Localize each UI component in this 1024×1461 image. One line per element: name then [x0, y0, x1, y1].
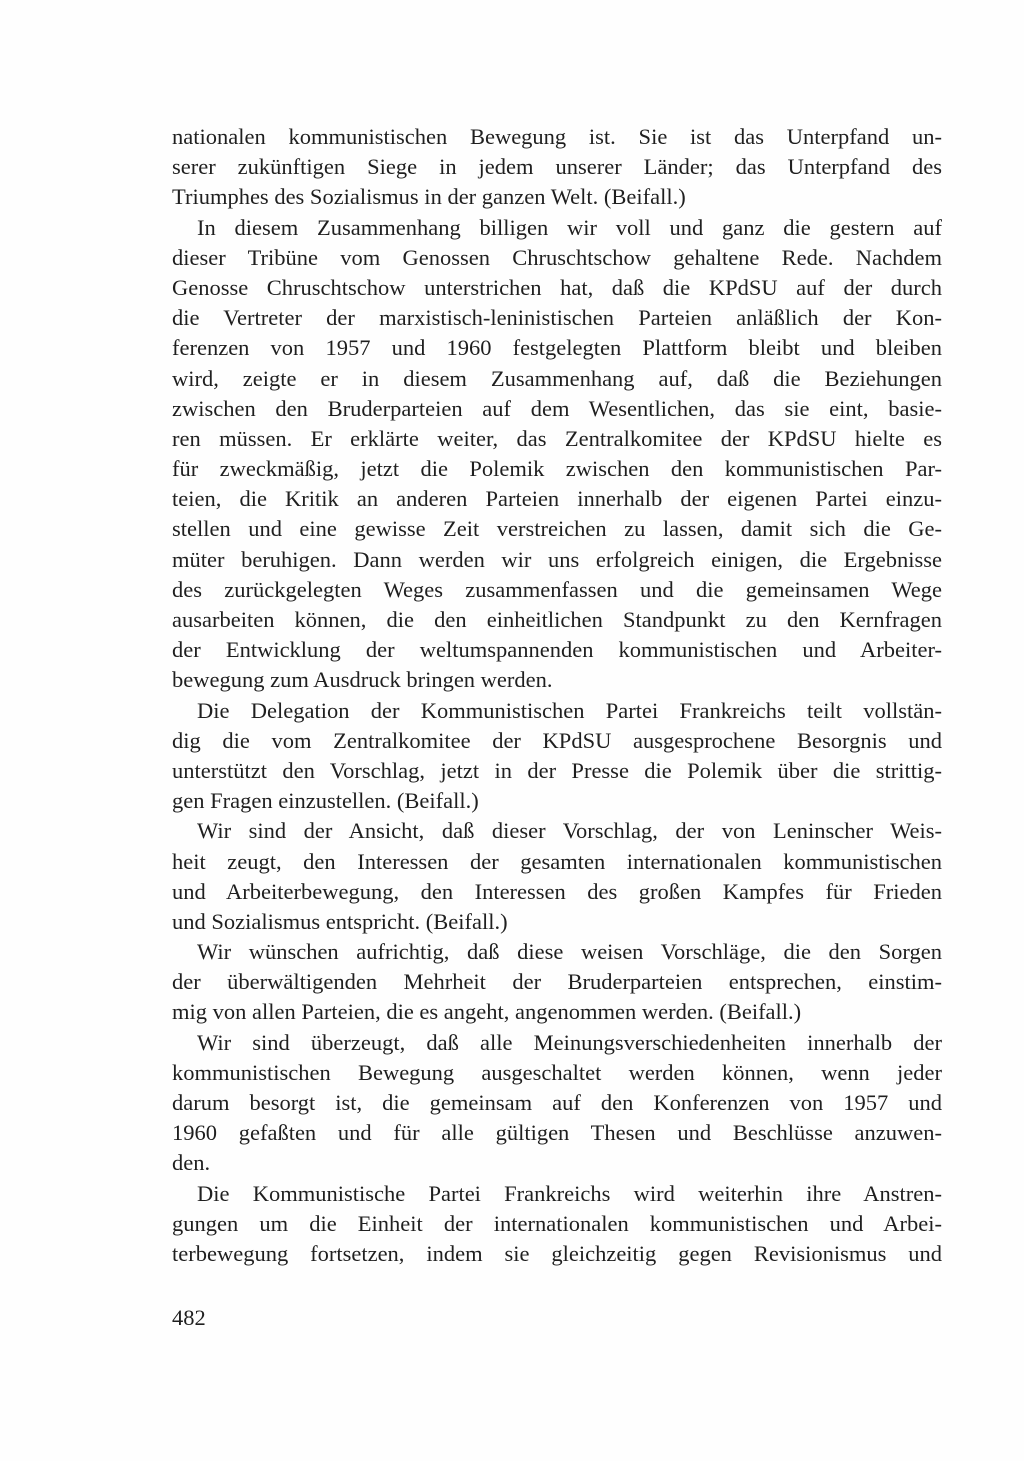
- paragraph: [172, 1028, 942, 1179]
- paragraph: [172, 122, 942, 213]
- text-line: 1960 gefaßten und für alle gültigen Thesen und Beschlüsse anzuwen-: [172, 1120, 942, 1146]
- paragraph: [172, 696, 942, 817]
- text-line: nationalen kommunistischen Bewegung ist. Sie ist das Unterpfand un-: [172, 124, 942, 149]
- text-line: kommunistischen Bewegung ausgeschaltet werden können, wenn jeder: [172, 1059, 942, 1085]
- text-line: gungen um die Einheit der internationalen kommunistischen und Arbei-: [172, 1210, 942, 1236]
- text-line: dieser Tribüne vom Genossen Chruschtschow gehaltene Rede. Nachdem: [172, 244, 942, 270]
- paragraph: [172, 816, 942, 937]
- text-line: serer zukünftigen Siege in jedem unserer Länder; das Unterpfand des: [172, 154, 942, 180]
- text-line: Die Kommunistische Partei Frankreichs wird weiterhin ihre Anstren-: [197, 1180, 942, 1206]
- text-line: gen Fragen einzustellen. (Beifall.): [172, 788, 479, 814]
- text-line: mig von allen Parteien, die es angeht, angenommen werden. (Beifall.): [172, 999, 802, 1025]
- text-line: dig die vom Zentralkomitee der KPdSU ausgesprochene Besorgnis und: [172, 727, 942, 753]
- page-number: 482: [172, 1305, 206, 1330]
- text-line: Genosse Chruschtschow unterstrichen hat, daß die KPdSU auf der durch: [172, 274, 942, 300]
- paragraph: [172, 213, 942, 696]
- text-line: zwischen den Bruderparteien auf dem Wesentlichen, das sie eint, basie-: [172, 395, 942, 421]
- text-line: wird, zeigte er in diesem Zusammenhang auf, daß die Beziehungen: [172, 365, 942, 391]
- text-line: und Sozialismus entspricht. (Beifall.): [172, 908, 508, 934]
- text-line: unterstützt den Vorschlag, jetzt in der Presse die Polemik über die strittig-: [172, 757, 942, 783]
- text-line: die Vertreter der marxistisch-leninistischen Parteien anläßlich der Kon-: [172, 305, 942, 331]
- text-line: des zurückgelegten Weges zusammenfassen und die gemeinsamen Wege: [172, 576, 942, 602]
- text-line: darum besorgt ist, die gemeinsam auf den Konferenzen von 1957 und: [172, 1090, 942, 1115]
- text-line: ausarbeiten können, die den einheitlichen Standpunkt zu den Kernfragen: [172, 607, 942, 632]
- text-line: und Arbeiterbewegung, den Interessen des großen Kampfes für Frieden: [172, 878, 942, 904]
- body-text: [172, 122, 942, 1269]
- text-line: bewegung zum Ausdruck bringen werden.: [172, 667, 553, 693]
- text-line: stellen und eine gewisse Zeit verstreichen zu lassen, damit sich die Ge-: [172, 516, 942, 542]
- text-line: der Entwicklung der weltumspannenden kommunistischen und Arbeiter-: [172, 637, 942, 663]
- text-line: Triumphes des Sozialismus in der ganzen Welt. (Beifall.): [172, 184, 686, 210]
- text-line: Wir wünschen aufrichtig, daß diese weisen Vorschläge, die den Sorgen: [197, 939, 942, 965]
- text-line: Wir sind der Ansicht, daß dieser Vorschlag, der von Leninscher Weis-: [197, 818, 942, 844]
- text-line: Wir sind überzeugt, daß alle Meinungsverschiedenheiten innerhalb der: [197, 1029, 942, 1055]
- text-line: teien, die Kritik an anderen Parteien innerhalb der eigenen Partei einzu-: [172, 486, 942, 512]
- paragraph: [172, 1179, 942, 1270]
- text-line: ferenzen von 1957 und 1960 festgelegten Plattform bleibt und bleiben: [172, 335, 942, 361]
- text-line: der überwältigenden Mehrheit der Bruderparteien entsprechen, einstim-: [172, 969, 942, 995]
- text-line: den.: [172, 1150, 211, 1176]
- text-line: Die Delegation der Kommunistischen Partei Frankreichs teilt vollstän-: [197, 697, 942, 723]
- paragraph: [172, 937, 942, 1028]
- text-line: heit zeugt, den Interessen der gesamten internationalen kommunistischen: [172, 848, 942, 874]
- text-line: müter beruhigen. Dann werden wir uns erfolgreich einigen, die Ergebnisse: [172, 546, 942, 572]
- text-line: ren müssen. Er erklärte weiter, das Zentralkomitee der KPdSU hielte es: [172, 425, 942, 451]
- text-line: für zweckmäßig, jetzt die Polemik zwischen den kommunistischen Par-: [172, 456, 942, 482]
- text-line: terbewegung fortsetzen, indem sie gleichzeitig gegen Revisionismus und: [172, 1240, 942, 1266]
- text-line: In diesem Zusammenhang billigen wir voll und ganz die gestern auf: [197, 214, 942, 240]
